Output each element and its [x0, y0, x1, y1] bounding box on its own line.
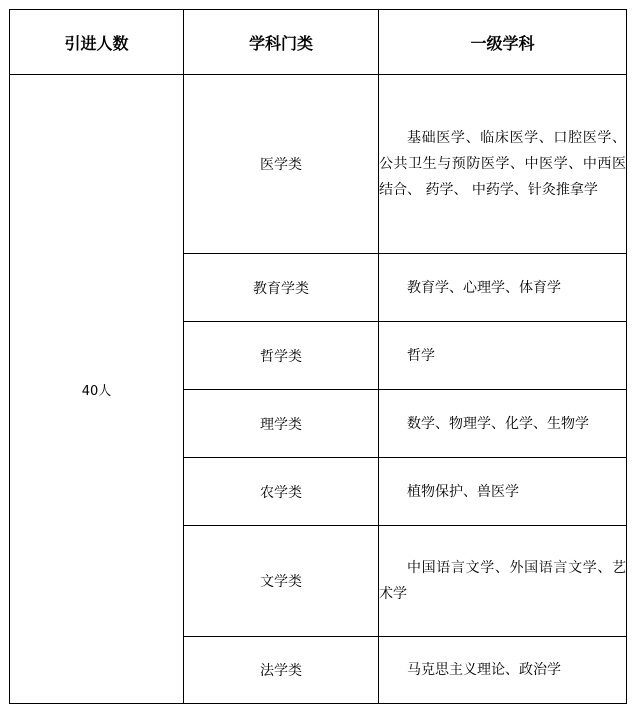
subjects-cell: 中国语言文学、外国语言文学、艺术学 — [379, 526, 627, 637]
recruit-count: 40人 — [10, 75, 184, 704]
subjects-cell: 教育学、心理学、体育学 — [379, 254, 627, 322]
category-cell: 教育学类 — [184, 254, 379, 322]
category-cell: 医学类 — [184, 75, 379, 254]
subjects-cell: 哲学 — [379, 322, 627, 390]
subjects-cell: 数学、物理学、化学、生物学 — [379, 390, 627, 458]
table-row — [10, 75, 627, 254]
header-count: 引进人数 — [10, 10, 184, 75]
category-cell: 文学类 — [184, 526, 379, 637]
recruitment-table — [9, 9, 627, 704]
category-cell: 理学类 — [184, 390, 379, 458]
category-cell: 法学类 — [184, 637, 379, 704]
category-cell: 农学类 — [184, 458, 379, 526]
category-cell: 哲学类 — [184, 322, 379, 390]
header-category: 学科门类 — [184, 10, 379, 75]
subjects-cell: 基础医学、临床医学、口腔医学、公共卫生与预防医学、中医学、中西医结合、 药学、 中药学、针灸推拿学 — [379, 75, 627, 254]
header-subjects: 一级学科 — [379, 10, 627, 75]
subjects-cell: 马克思主义理论、政治学 — [379, 637, 627, 704]
table-header-row — [10, 10, 627, 75]
subjects-cell: 植物保护、兽医学 — [379, 458, 627, 526]
